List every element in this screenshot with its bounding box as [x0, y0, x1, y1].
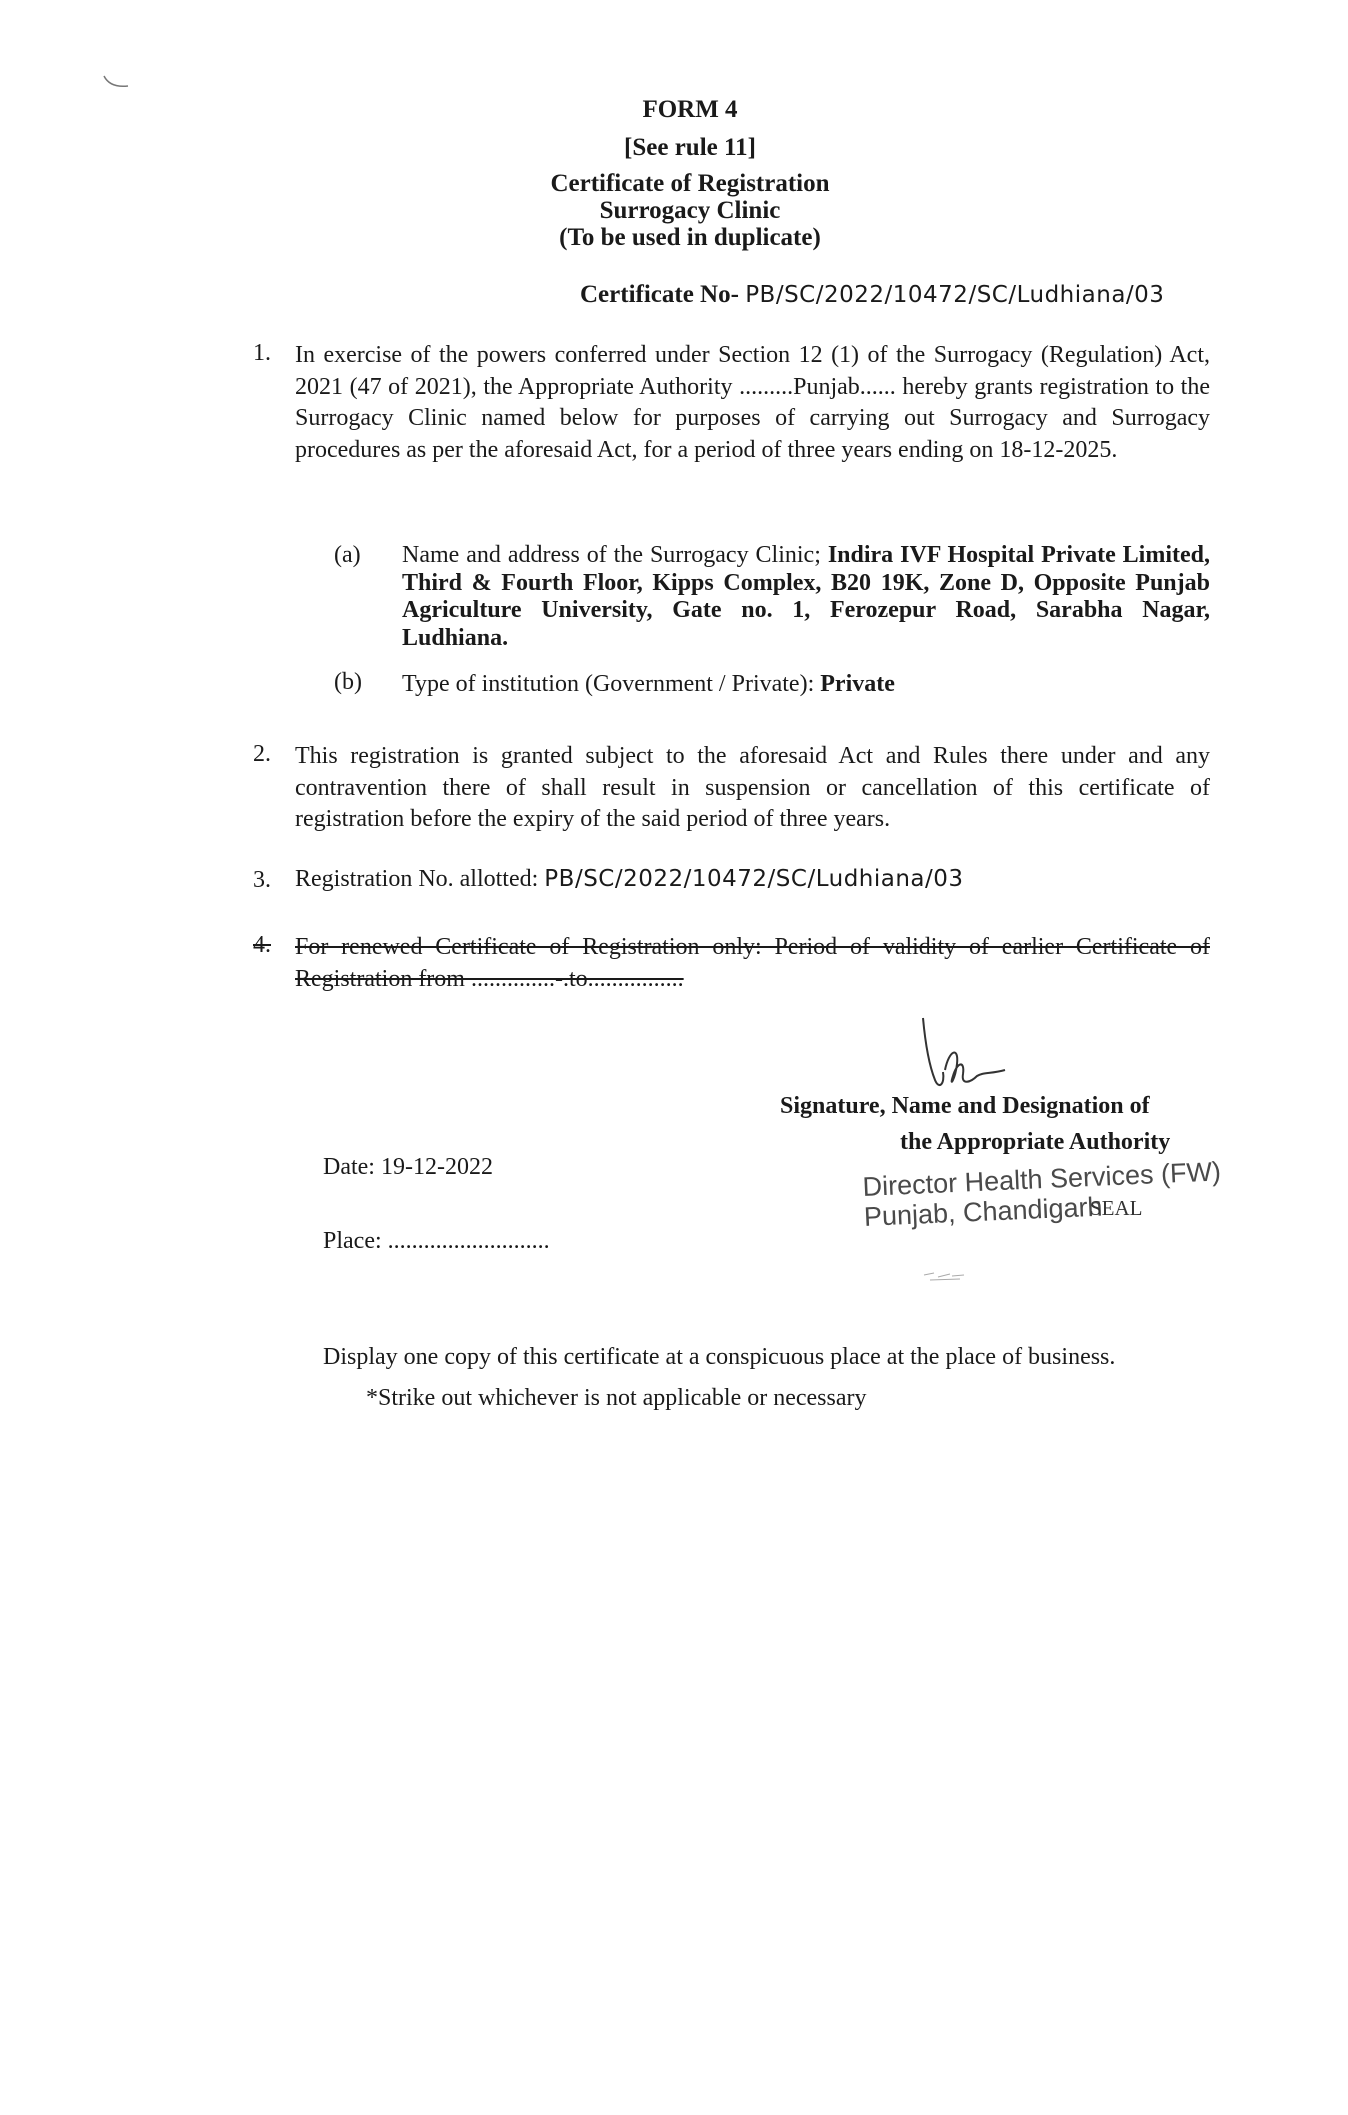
sub-item-a-prefix: Name and address of the Surrogacy Clinic; [402, 542, 821, 568]
title-line-3: (To be used in duplicate) [559, 224, 821, 251]
strike-out-note: *Strike out whichever is not applicable or necessary [366, 1385, 867, 1411]
signature-caption-line-2: the Appropriate Authority [900, 1129, 1171, 1155]
item-2-number: 2. [253, 741, 271, 767]
sub-item-b-label: (b) [334, 669, 362, 695]
item-3-text [295, 864, 1210, 896]
title-line-1: Certificate of Registration [550, 170, 830, 197]
date-field: Date: 19-12-2022 [323, 1154, 493, 1180]
place-field: Place: ........................... [323, 1228, 550, 1254]
signature-caption-line-1: Signature, Name and Designation of [780, 1093, 1150, 1119]
registration-no-label: Registration No. allotted: [295, 866, 539, 892]
sub-item-a-label: (a) [334, 542, 361, 568]
signature-block [780, 1088, 1210, 1160]
item-3-number: 3. [253, 867, 271, 893]
form-header [0, 96, 1348, 123]
clinic-name-address: Indira IVF Hospital Private Limited, Third & Fourth Floor, Kipps Complex, B20 19K, Zone D, Opposite Punjab Agriculture University, Gate no. 1, Ferozepur Road, Sarabha Nagar, Ludhiana. [402, 542, 1211, 651]
scan-mark [100, 70, 140, 94]
sub-item-a-text [402, 542, 1210, 652]
seal-label: SEAL [1090, 1196, 1143, 1220]
item-4-text: For renewed Certificate of Registration only: Period of validity of earlier Certificate of Registration from ..............-.to................ [295, 934, 1210, 992]
certificate-number-line [580, 281, 1164, 309]
sub-item-b-prefix: Type of institution (Government / Private): [402, 671, 815, 697]
title-block [0, 170, 1348, 251]
display-note: Display one copy of this certificate at a conspicuous place at the place of business. [323, 1344, 1116, 1370]
official-stamp [862, 1156, 1223, 1232]
item-1-text: In exercise of the powers conferred under Section 12 (1) of the Surrogacy (Regulation) Act, 2021 (47 of 2021), the Appropriate Authority .........Punjab...... hereby grants registration to the Surrogacy Clinic named below for purposes of carrying out Surrogacy and Surrogacy procedures as per the aforesaid Act, for a period of three years ending on 18-12-2025. [295, 342, 1210, 463]
title-line-2: Surrogacy Clinic [599, 197, 781, 224]
stamp-smudge [920, 1265, 970, 1285]
stamp-line-1: Director Health Services (FW) [862, 1156, 1222, 1202]
item-1-number: 1. [253, 340, 271, 366]
certificate-number-label: Certificate No- [580, 281, 739, 308]
item-2-text: This registration is granted subject to the aforesaid Act and Rules there under and any contravention there of shall result in suspension or cancellation of this certificate of registration before the expiry of the said period of three years. [295, 743, 1210, 832]
rule-reference: [See rule 11] [624, 134, 756, 161]
rule-reference-block [0, 134, 1348, 161]
registration-no-value: PB/SC/2022/10472/SC/Ludhiana/03 [544, 866, 964, 892]
handwritten-signature [905, 1010, 1025, 1100]
sub-item-b-text [402, 671, 1210, 699]
stamp-line-2: Punjab, Chandigarh [863, 1191, 1104, 1232]
form-title: FORM 4 [642, 96, 738, 123]
certificate-number-value: PB/SC/2022/10472/SC/Ludhiana/03 [745, 282, 1165, 308]
institution-type: Private [820, 671, 895, 697]
item-4-number: 4. [253, 932, 271, 958]
